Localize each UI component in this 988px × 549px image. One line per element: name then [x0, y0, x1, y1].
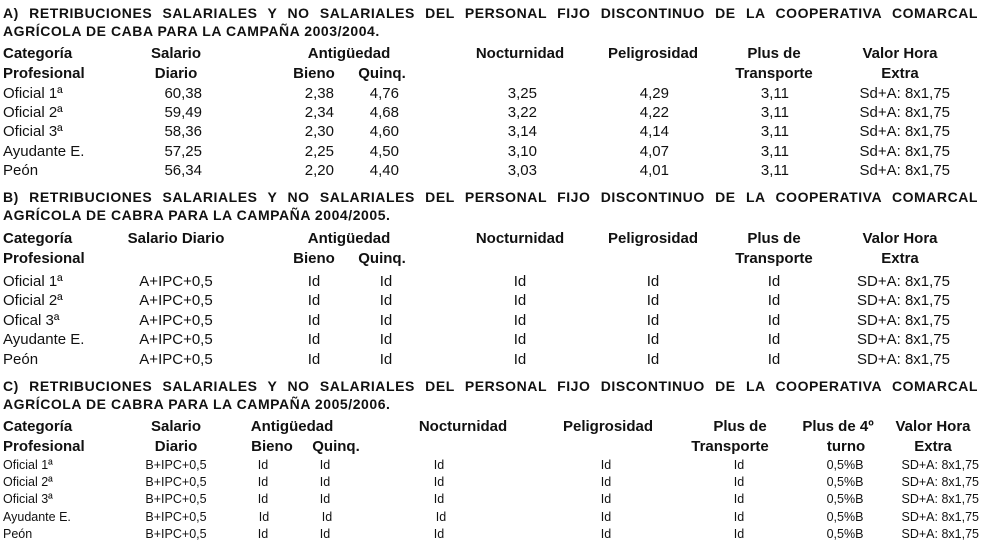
cell-plus-turno: 0,5%B: [826, 458, 864, 472]
cell-valor-hora: Sd+A: 8x1,75: [859, 85, 950, 102]
cell-salario: B+IPC+0,5: [145, 527, 207, 541]
cell-salario: 58,36: [164, 123, 202, 140]
cell-valor-hora: Sd+A: 8x1,75: [859, 162, 950, 179]
cell-categoria: Ayudante E.: [3, 510, 71, 524]
cell-categoria: Peón: [3, 162, 39, 179]
header-categoria: Profesional: [3, 65, 85, 82]
section-title: B) RETRIBUCIONES SALARIALES Y NO SALARIALES DEL PERSONAL FIJO DISCONTINUO DE LA COOPERATIVA COMARCAL AGRÍCOLA DE CABRA PARA LA CAMPAÑA 2004/2005.: [3, 189, 978, 223]
cell-quinq: 4,68: [369, 104, 399, 121]
cell-categoria: Oficial 1ª: [3, 85, 63, 102]
header-plus-turno: Plus de 4º: [802, 418, 874, 435]
header-peligrosidad: Peligrosidad: [562, 418, 654, 435]
header-nocturnidad: Nocturnidad: [475, 230, 565, 247]
cell-nocturnidad: 3,03: [507, 162, 537, 179]
cell-valor-hora: SD+A: 8x1,75: [857, 273, 950, 290]
header-plus-transporte: Plus de: [747, 230, 801, 247]
header-quinq: Quinq.: [358, 250, 406, 267]
header-quinq: Quinq.: [312, 438, 360, 455]
header-plus-transporte: Transporte: [691, 438, 769, 455]
cell-bieno: 2,20: [304, 162, 334, 179]
cell-bieno: Id: [307, 312, 321, 329]
cell-peligrosidad: Id: [646, 312, 660, 329]
cell-plus-transporte: Id: [733, 492, 745, 506]
cell-salario: 59,49: [164, 104, 202, 121]
cell-peligrosidad: Id: [646, 273, 660, 290]
cell-bieno: Id: [307, 292, 321, 309]
header-antiguedad: Antigüedad: [250, 418, 334, 435]
cell-categoria: Oficial 3ª: [3, 492, 53, 506]
cell-nocturnidad: Id: [435, 510, 447, 524]
header-plus-transporte: Transporte: [735, 250, 813, 267]
cell-quinq: Id: [319, 492, 331, 506]
cell-plus-turno: 0,5%B: [826, 492, 864, 506]
cell-bieno: Id: [257, 458, 269, 472]
cell-valor-hora: Sd+A: 8x1,75: [859, 104, 950, 121]
header-plus-turno: turno: [826, 438, 866, 455]
section-title: C) RETRIBUCIONES SALARIALES Y NO SALARIALES DEL PERSONAL FIJO DISCONTINUO DE LA COOPERATIVA COMARCAL AGRÍCOLA DE CABRA PARA LA CAMPAÑA 2005/2006.: [3, 378, 978, 412]
cell-peligrosidad: 4,29: [639, 85, 669, 102]
cell-plus-transporte: 3,11: [760, 85, 789, 102]
cell-plus-turno: 0,5%B: [826, 527, 864, 541]
cell-valor-hora: SD+A: 8x1,75: [857, 292, 950, 309]
cell-quinq: 4,50: [369, 143, 399, 160]
header-quinq: Quinq.: [358, 65, 406, 82]
header-bieno: Bieno: [251, 438, 293, 455]
cell-bieno: 2,34: [304, 104, 334, 121]
header-plus-transporte: Plus de: [713, 418, 767, 435]
header-valor-hora: Extra: [914, 438, 952, 455]
cell-categoria: Oficial 1ª: [3, 273, 63, 290]
cell-valor-hora: SD+A: 8x1,75: [857, 351, 950, 368]
cell-plus-transporte: Id: [767, 351, 781, 368]
cell-categoria: Ofical 3ª: [3, 312, 60, 329]
cell-valor-hora: SD+A: 8x1,75: [901, 527, 979, 541]
cell-plus-transporte: 3,11: [760, 123, 789, 140]
cell-nocturnidad: 3,22: [507, 104, 537, 121]
cell-bieno: 2,30: [304, 123, 334, 140]
cell-quinq: Id: [319, 475, 331, 489]
header-categoria: Categoría: [3, 418, 73, 435]
cell-categoria: Oficial 1ª: [3, 458, 53, 472]
cell-categoria: Oficial 2ª: [3, 104, 63, 121]
cell-peligrosidad: Id: [600, 527, 612, 541]
header-bieno: Bieno: [293, 250, 335, 267]
cell-nocturnidad: 3,10: [507, 143, 537, 160]
cell-bieno: Id: [257, 475, 269, 489]
header-valor-hora: Valor Hora: [862, 230, 938, 247]
cell-salario: A+IPC+0,5: [139, 312, 213, 329]
header-salario: Diario: [154, 438, 198, 455]
cell-bieno: Id: [307, 273, 321, 290]
cell-categoria: Oficial 2ª: [3, 475, 53, 489]
cell-peligrosidad: 4,22: [639, 104, 669, 121]
cell-plus-transporte: 3,11: [760, 104, 789, 121]
cell-salario: B+IPC+0,5: [145, 458, 207, 472]
header-salario: Salario: [150, 45, 202, 62]
header-categoria: Categoría: [3, 45, 73, 62]
cell-plus-transporte: Id: [733, 475, 745, 489]
cell-quinq: Id: [379, 351, 393, 368]
cell-bieno: Id: [258, 510, 270, 524]
header-valor-hora: Valor Hora: [862, 45, 938, 62]
cell-plus-transporte: Id: [733, 458, 745, 472]
cell-quinq: Id: [319, 458, 331, 472]
cell-salario: A+IPC+0,5: [139, 292, 213, 309]
cell-peligrosidad: 4,14: [639, 123, 669, 140]
cell-categoria: Oficial 2ª: [3, 292, 63, 309]
header-peligrosidad: Peligrosidad: [607, 230, 699, 247]
header-nocturnidad: Nocturnidad: [475, 45, 565, 62]
cell-nocturnidad: Id: [513, 351, 527, 368]
cell-plus-transporte: Id: [733, 510, 745, 524]
cell-salario: A+IPC+0,5: [139, 351, 213, 368]
cell-valor-hora: SD+A: 8x1,75: [901, 475, 979, 489]
cell-peligrosidad: Id: [646, 292, 660, 309]
header-salario: Diario: [154, 65, 198, 82]
cell-peligrosidad: Id: [600, 492, 612, 506]
cell-quinq: Id: [379, 273, 393, 290]
cell-peligrosidad: 4,01: [639, 162, 669, 179]
header-salario: Salario Diario: [127, 230, 225, 247]
header-plus-transporte: Plus de: [747, 45, 801, 62]
cell-valor-hora: SD+A: 8x1,75: [901, 492, 979, 506]
header-salario: Salario: [150, 418, 202, 435]
cell-salario: 57,25: [164, 143, 202, 160]
cell-quinq: Id: [319, 527, 331, 541]
cell-bieno: Id: [257, 492, 269, 506]
cell-nocturnidad: 3,25: [507, 85, 537, 102]
header-categoria: Profesional: [3, 250, 85, 267]
header-categoria: Categoría: [3, 230, 73, 247]
cell-valor-hora: SD+A: 8x1,75: [901, 458, 979, 472]
cell-nocturnidad: Id: [513, 273, 527, 290]
cell-peligrosidad: Id: [600, 510, 612, 524]
cell-plus-turno: 0,5%B: [826, 510, 864, 524]
cell-categoria: Peón: [3, 527, 33, 541]
header-bieno: Bieno: [293, 65, 335, 82]
cell-bieno: 2,38: [304, 85, 334, 102]
section-title: A) RETRIBUCIONES SALARIALES Y NO SALARIALES DEL PERSONAL FIJO DISCONTINUO DE LA COOPERATIVA COMARCAL AGRÍCOLA DE CABA PARA LA CAMPAÑA 2003/2004.: [3, 5, 978, 39]
header-antiguedad: Antigüedad: [307, 45, 391, 62]
header-nocturnidad: Nocturnidad: [418, 418, 508, 435]
cell-bieno: 2,25: [304, 143, 334, 160]
cell-salario: A+IPC+0,5: [139, 273, 213, 290]
cell-valor-hora: SD+A: 8x1,75: [857, 331, 950, 348]
header-valor-hora: Valor Hora: [895, 418, 971, 435]
cell-categoria: Ayudante E.: [3, 331, 85, 348]
cell-nocturnidad: Id: [513, 312, 527, 329]
cell-plus-transporte: Id: [767, 273, 781, 290]
cell-plus-transporte: Id: [767, 331, 781, 348]
cell-quinq: 4,60: [369, 123, 399, 140]
cell-nocturnidad: 3,14: [507, 123, 537, 140]
header-valor-hora: Extra: [881, 250, 919, 267]
cell-nocturnidad: Id: [433, 527, 445, 541]
cell-valor-hora: Sd+A: 8x1,75: [859, 143, 950, 160]
cell-peligrosidad: Id: [646, 351, 660, 368]
header-antiguedad: Antigüedad: [307, 230, 391, 247]
cell-salario: 60,38: [164, 85, 202, 102]
cell-quinq: Id: [379, 292, 393, 309]
header-plus-transporte: Transporte: [735, 65, 813, 82]
cell-quinq: 4,40: [369, 162, 399, 179]
header-peligrosidad: Peligrosidad: [607, 45, 699, 62]
cell-salario: B+IPC+0,5: [145, 492, 207, 506]
cell-plus-transporte: Id: [767, 292, 781, 309]
cell-valor-hora: SD+A: 8x1,75: [857, 312, 950, 329]
cell-quinq: Id: [379, 331, 393, 348]
cell-peligrosidad: Id: [646, 331, 660, 348]
cell-nocturnidad: Id: [433, 458, 445, 472]
cell-bieno: Id: [257, 527, 269, 541]
cell-bieno: Id: [307, 351, 321, 368]
cell-nocturnidad: Id: [433, 475, 445, 489]
cell-valor-hora: SD+A: 8x1,75: [901, 510, 979, 524]
cell-plus-transporte: Id: [767, 312, 781, 329]
cell-quinq: Id: [321, 510, 333, 524]
cell-quinq: 4,76: [369, 85, 399, 102]
cell-plus-transporte: 3,11: [760, 162, 789, 179]
cell-categoria: Ayudante E.: [3, 143, 85, 160]
cell-plus-transporte: 3,11: [760, 143, 789, 160]
header-categoria: Profesional: [3, 438, 85, 455]
cell-bieno: Id: [307, 331, 321, 348]
cell-quinq: Id: [379, 312, 393, 329]
header-valor-hora: Extra: [881, 65, 919, 82]
cell-salario: B+IPC+0,5: [145, 475, 207, 489]
cell-peligrosidad: Id: [600, 475, 612, 489]
cell-salario: 56,34: [164, 162, 202, 179]
cell-plus-turno: 0,5%B: [826, 475, 864, 489]
cell-plus-transporte: Id: [733, 527, 745, 541]
cell-salario: B+IPC+0,5: [145, 510, 207, 524]
cell-nocturnidad: Id: [433, 492, 445, 506]
cell-peligrosidad: 4,07: [639, 143, 669, 160]
cell-valor-hora: Sd+A: 8x1,75: [859, 123, 950, 140]
cell-categoria: Oficial 3ª: [3, 123, 63, 140]
cell-salario: A+IPC+0,5: [139, 331, 213, 348]
cell-categoria: Peón: [3, 351, 39, 368]
cell-peligrosidad: Id: [600, 458, 612, 472]
cell-nocturnidad: Id: [513, 292, 527, 309]
cell-nocturnidad: Id: [513, 331, 527, 348]
